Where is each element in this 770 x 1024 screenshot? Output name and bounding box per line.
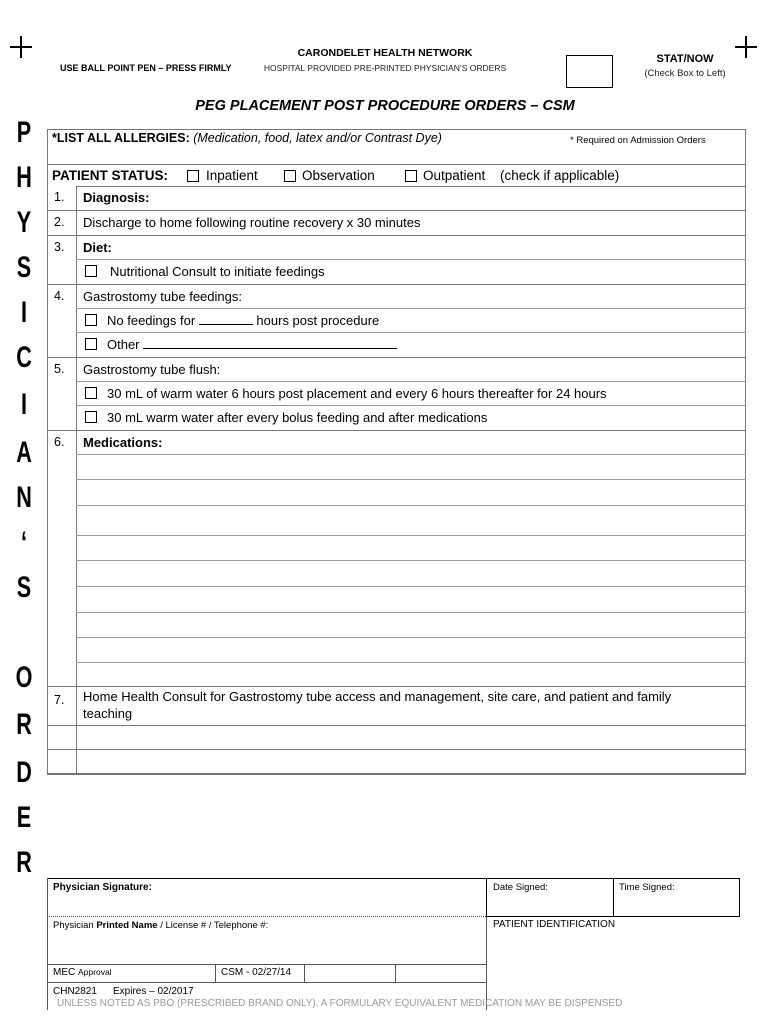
vertical-letter: R: [16, 708, 32, 741]
patient-identification-label: PATIENT IDENTIFICATION: [493, 919, 616, 930]
home-health-line-1: Home Health Consult for Gastrostomy tube access and management, site care, and patient and family: [83, 689, 672, 704]
row-divider: [47, 774, 746, 775]
row-divider: [76, 405, 746, 406]
vertical-letter: I: [20, 296, 28, 329]
approval-label: Approval: [78, 967, 112, 977]
csm-date: CSM - 02/27/14: [221, 967, 292, 978]
medications-label: Medications:: [83, 435, 163, 450]
line: [486, 917, 487, 1010]
item-number-4: 4.: [54, 289, 65, 303]
observation-label: Observation: [302, 168, 375, 183]
vertical-letter: N: [16, 481, 32, 514]
vertical-letter: D: [16, 756, 32, 789]
row-divider: [76, 308, 746, 309]
vertical-letter: C: [16, 341, 32, 374]
row-divider: [47, 284, 746, 285]
row-divider: [76, 612, 746, 613]
item-number-7: 7.: [54, 693, 65, 707]
diet-label: Diet:: [83, 240, 112, 255]
vertical-letter: S: [16, 251, 32, 284]
form-expires: Expires – 02/2017: [113, 986, 194, 997]
inpatient-checkbox[interactable]: [187, 170, 199, 182]
formulary-footer: UNLESS NOTED AS PBO (PRESCRIBED BRAND ONLY), A FORMULARY EQUIVALENT MEDICATION MAY BE DISPENSED: [57, 998, 623, 1009]
patient-status-label: PATIENT STATUS:: [52, 168, 168, 183]
line: [304, 964, 305, 982]
observation-checkbox[interactable]: [284, 170, 296, 182]
outpatient-label: Outpatient: [423, 168, 486, 183]
vertical-letter: O: [15, 661, 33, 694]
no-feedings-hours-blank[interactable]: [199, 314, 253, 325]
row-divider: [47, 749, 746, 750]
physician-signature-label: Physician Signature:: [53, 882, 152, 893]
gtube-flush-label: Gastrostomy tube flush:: [83, 362, 221, 377]
flush-option-2-text: 30 mL warm water after every bolus feeding and after medications: [107, 410, 488, 425]
network-name: CARONDELET HEALTH NETWORK: [297, 47, 473, 59]
home-health-line-2: teaching: [83, 706, 133, 721]
row-divider: [76, 381, 746, 382]
vertical-letter: I: [20, 388, 28, 421]
stat-hint: (Check Box to Left): [644, 68, 726, 79]
row-divider: [47, 357, 746, 358]
gtube-feedings-label: Gastrostomy tube feedings:: [83, 289, 242, 304]
item-number-2: 2.: [54, 215, 65, 229]
printed-name-label: [53, 920, 268, 931]
item-number-3: 3.: [54, 240, 65, 254]
stat-label: STAT/NOW: [656, 53, 714, 65]
vertical-letter: S: [16, 571, 32, 604]
row-divider: [76, 505, 746, 506]
printed-name-suffix: / License # / Telephone #:: [157, 920, 269, 931]
discharge-text: Discharge to home following routine recovery x 30 minutes: [83, 215, 421, 230]
nutritional-consult-checkbox[interactable]: [85, 265, 97, 277]
no-feedings-prefix: No feedings for: [107, 313, 196, 328]
stat-checkbox[interactable]: [566, 55, 613, 88]
allergies-label: [52, 131, 442, 145]
vertical-letter: R: [16, 846, 32, 879]
row-divider: [47, 210, 746, 211]
printed-name-prefix: Physician: [53, 920, 97, 931]
required-note: * Required on Admission Orders: [570, 135, 706, 146]
row-divider: [76, 662, 746, 663]
allergies-label-text: *LIST ALL ALLERGIES:: [52, 131, 190, 145]
other-feedings-checkbox[interactable]: [85, 338, 97, 350]
form-subtitle: HOSPITAL PROVIDED PRE-PRINTED PHYSICIAN’S ORDERS: [263, 63, 507, 73]
line: [76, 186, 746, 187]
row-divider: [76, 535, 746, 536]
vertical-letter: P: [16, 116, 32, 149]
no-feedings-checkbox[interactable]: [85, 314, 97, 326]
flush-option-2-checkbox[interactable]: [85, 411, 97, 423]
flush-option-1-checkbox[interactable]: [85, 387, 97, 399]
vertical-letter: A: [16, 436, 32, 469]
no-feedings-text: [107, 313, 379, 328]
row-divider: [76, 637, 746, 638]
form-title: PEG PLACEMENT POST PROCEDURE ORDERS – CSM: [195, 98, 575, 114]
flush-option-1-text: 30 mL of warm water 6 hours post placement and every 6 hours thereafter for 24 hours: [107, 386, 607, 401]
mec-label: MEC: [53, 967, 76, 978]
row-divider: [47, 430, 746, 431]
outpatient-checkbox[interactable]: [405, 170, 417, 182]
vertical-letter: E: [16, 801, 32, 834]
row-divider: [47, 686, 746, 687]
item-number-6: 6.: [54, 435, 65, 449]
line: [395, 964, 396, 982]
other-feedings-text: [107, 337, 397, 352]
line: [215, 964, 216, 982]
time-signed-label[interactable]: Time Signed:: [619, 882, 675, 893]
other-label: Other: [107, 337, 140, 352]
diagnosis-label: Diagnosis:: [83, 190, 150, 205]
printed-name-bold: Printed Name: [96, 920, 158, 931]
item-number-5: 5.: [54, 362, 65, 376]
pen-instruction: USE BALL POINT PEN – PRESS FIRMLY: [60, 62, 232, 74]
date-signed-label[interactable]: Date Signed:: [493, 882, 548, 893]
row-divider: [47, 235, 746, 236]
line: [47, 878, 48, 1010]
nutritional-consult-text: Nutritional Consult to initiate feedings: [110, 264, 325, 279]
row-divider: [76, 332, 746, 333]
line: [47, 964, 486, 965]
mec-approval: [53, 967, 112, 978]
line: [613, 878, 614, 917]
row-divider: [76, 586, 746, 587]
allergies-hint: (Medication, food, latex and/or Contrast Dye): [193, 131, 442, 145]
other-feedings-blank[interactable]: [143, 338, 397, 349]
item-number-1: 1.: [54, 190, 65, 204]
row-divider: [76, 479, 746, 480]
vertical-letter: H: [16, 161, 32, 194]
line: [47, 982, 486, 983]
no-feedings-suffix: hours post procedure: [256, 313, 380, 328]
vertical-letter: ‘: [20, 526, 28, 559]
form-number: CHN2821: [53, 986, 97, 997]
check-note: (check if applicable): [500, 168, 620, 183]
row-divider: [47, 725, 746, 726]
row-divider: [76, 454, 746, 455]
row-divider: [76, 560, 746, 561]
row-divider: [76, 259, 746, 260]
inpatient-label: Inpatient: [206, 168, 258, 183]
vertical-letter: Y: [16, 206, 32, 239]
